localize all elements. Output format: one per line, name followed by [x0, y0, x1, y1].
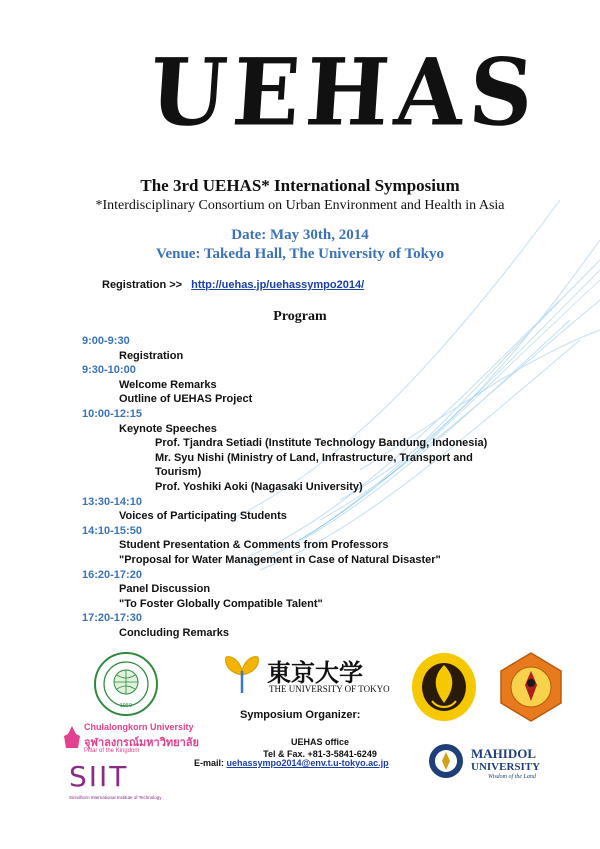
- siit-seal-logo: [93, 651, 159, 717]
- program-heading: Program: [273, 309, 327, 324]
- session-item: Keynote Speeches: [119, 422, 217, 435]
- chula-motto: Pillar of the Kingdom: [84, 748, 140, 754]
- session-time: 16:20-17:20: [82, 568, 142, 581]
- utokyo-japanese-name: 東京大学: [267, 658, 363, 687]
- speaker-item: Mr. Syu Nishi (Ministry of Land, Infrastructure, Transport and: [155, 451, 473, 464]
- mahidol-motto: Wisdom of the Land: [488, 774, 536, 780]
- session-item: Voices of Participating Students: [119, 510, 287, 523]
- chula-english-name: Chulalongkorn University: [84, 722, 194, 732]
- symposium-subtitle: *Interdisciplinary Consortium on Urban Environment and Health in Asia: [95, 198, 505, 213]
- event-date: Date: May 30th, 2014: [231, 227, 369, 243]
- organizer-contact: [200, 736, 440, 760]
- session-time: 17:20-17:30: [82, 612, 142, 625]
- session-time: 10:00-12:15: [82, 407, 142, 420]
- padjadjaran-seal: [497, 651, 565, 723]
- siit-seal-year: 1959: [119, 703, 133, 709]
- mahidol-logo: [428, 741, 558, 785]
- uehas-logo: [146, 37, 543, 170]
- mahidol-seal-icon: [428, 741, 464, 781]
- universitas-indonesia-seal: [410, 651, 478, 723]
- session-item: Panel Discussion: [119, 583, 211, 596]
- session-item: "Proposal for Water Management in Case of Natural Disaster": [119, 553, 441, 566]
- phra-kiao-icon: [64, 726, 80, 750]
- session-item: Student Presentation & Comments from Professors: [119, 539, 389, 552]
- session-item: Concluding Remarks: [119, 626, 230, 639]
- registration-link[interactable]: http://uehas.jp/uehassympo2014/: [191, 279, 365, 291]
- siit-logo: [69, 760, 165, 804]
- email-label: E-mail:: [194, 758, 227, 768]
- registration-label: Registration >>: [102, 279, 183, 291]
- speaker-item-continued: Tourism): [155, 466, 202, 479]
- siit-wordmark: SIIT: [69, 760, 129, 793]
- ginkgo-icon: [222, 653, 262, 697]
- chulalongkorn-logo: [64, 722, 214, 758]
- siit-full-name: Sirindhorn International Institute of Technology: [69, 795, 162, 800]
- registration-line: [102, 279, 364, 291]
- session-item: "To Foster Globally Compatible Talent": [119, 597, 323, 610]
- session-time: 14:10-15:50: [82, 524, 142, 537]
- speaker-item: Prof. Tjandra Setiadi (Institute Technology Bandung, Indonesia): [155, 437, 488, 450]
- speaker-item: Prof. Yoshiki Aoki (Nagasaki University): [155, 480, 363, 493]
- event-venue: Venue: Takeda Hall, The University of Tokyo: [156, 246, 444, 262]
- organizer-label: Symposium Organizer:: [240, 709, 361, 721]
- email-link[interactable]: uehassympo2014@env.t.u-tokyo.ac.jp: [226, 758, 389, 768]
- session-item: Outline of UEHAS Project: [119, 393, 253, 406]
- session-item: Registration: [119, 349, 184, 362]
- session-item: Welcome Remarks: [119, 378, 217, 391]
- chula-thai-name: จุฬาลงกรณ์มหาวิทยาลัย: [84, 737, 199, 749]
- symposium-title: The 3rd UEHAS* International Symposium: [140, 176, 460, 195]
- organizer-email-line: [194, 758, 389, 768]
- organizer-phone: Tel & Fax. +81-3-5841-6249: [263, 749, 377, 759]
- utokyo-english-name: THE UNIVERSITY OF TOKYO: [269, 684, 390, 694]
- program-schedule: [82, 334, 542, 640]
- session-time: 13:30-14:10: [82, 495, 142, 508]
- uehas-logo-text: UEHAS: [146, 37, 543, 147]
- mahidol-name: MAHIDOL: [471, 746, 536, 761]
- organizer-office: UEHAS office: [290, 737, 349, 747]
- utokyo-logo: [222, 653, 392, 699]
- session-time: 9:00-9:30: [82, 335, 130, 347]
- session-time: 9:30-10:00: [82, 364, 136, 377]
- mahidol-university: UNIVERSITY: [471, 761, 541, 773]
